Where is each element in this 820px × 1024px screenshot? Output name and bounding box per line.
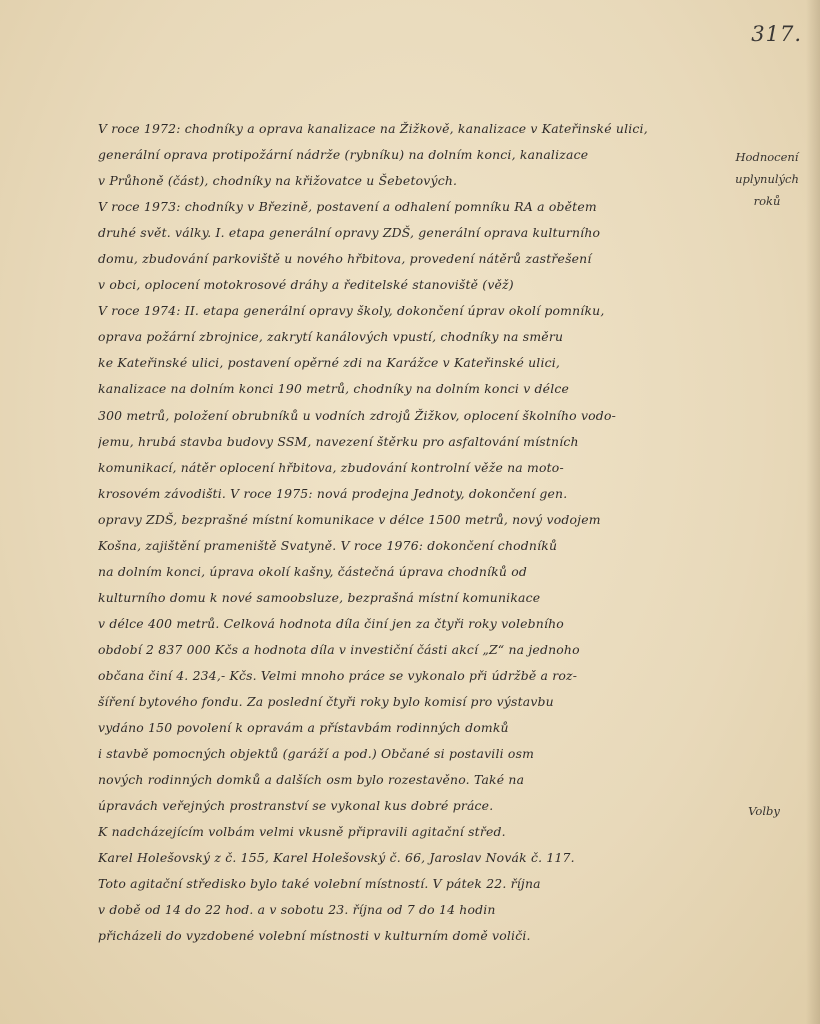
margin-note-line: roků [753,194,781,208]
text-line: druhé svět. války. I. etapa generální opravy ZDŠ, generální oprava kulturního [98,225,601,241]
text-line: generální oprava protipožární nádrže (rybníku) na dolním konci, kanalizace [98,147,589,163]
text-line: jemu, hrubá stavba budovy SSM, navezení štěrku pro asfaltování místních [98,433,579,449]
text-line: domu, zbudování parkoviště u nového hřbitova, provedení nátěrů zastřešení [98,251,592,267]
text-line: ke Kateřinské ulici, postavení opěrné zdi na Karážce v Kateřinské ulici, [98,355,561,371]
text-line: období 2 837 000 Kčs a hodnota díla v investiční části akcí „Z“ na jednoho [98,641,580,657]
text-line: opravy ZDŠ, bezprašné místní komunikace v délce 1500 metrů, nový vodojem [98,511,601,527]
text-line: nových rodinných domků a dalších osm bylo rozestavěno. Také na [98,772,525,788]
text-line: V roce 1974: II. etapa generální opravy školy, dokončení úprav okolí pomníku, [98,303,605,319]
page-number: 317. [751,22,802,46]
text-line: v obci, oplocení motokrosové dráhy a ředitelské stanoviště (věž) [98,277,514,293]
text-line: šíření bytového fondu. Za poslední čtyři roky bylo komisí pro výstavbu [98,694,554,710]
text-line: vydáno 150 povolení k opravám a přístavbám rodinných domků [98,720,509,736]
text-line: na dolním konci, úprava okolí kašny, částečná úprava chodníků od [98,563,527,579]
text-line: v době od 14 do 22 hod. a v sobotu 23. října od 7 do 14 hodin [98,902,496,918]
text-line: oprava požární zbrojnice, zakrytí kanálových vpustí, chodníky na směru [98,329,564,345]
text-line: úpravách veřejných prostranství se vykonal kus dobré práce. [98,798,494,814]
text-line: V roce 1972: chodníky a oprava kanalizace na Žižkově, kanalizace v Kateřinské ulici, [98,121,648,136]
text-line: komunikací, nátěr oplocení hřbitova, zbudování kontrolní věže na moto- [98,459,564,475]
margin-note-evaluation [722,146,812,212]
text-line: kanalizace na dolním konci 190 metrů, chodníky na dolním konci v délce [98,381,570,397]
text-line: v Průhoně (část), chodníky na křižovatce u Šebetových. [98,173,458,189]
chronicle-body-text [98,116,710,950]
text-line: krosovém závodišti. V roce 1975: nová prodejna Jednoty, dokončení gen. [98,485,568,501]
text-line: 300 metrů, položení obrubníků u vodních zdrojů Žižkov, oplocení školního vodo- [98,407,616,423]
text-line: Košna, zajištění prameniště Svatyně. V roce 1976: dokončení chodníků [98,537,558,553]
margin-note-line: uplynulých [735,172,799,186]
text-line: v délce 400 metrů. Celková hodnota díla činí jen za čtyři roky volebního [98,615,564,631]
text-line: V roce 1973: chodníky v Březině, postavení a odhalení pomníku RA a obětem [98,199,597,215]
margin-note-elections [734,800,794,822]
text-line: přicházeli do vyzdobené volební místnosti v kulturním domě voliči. [98,928,531,944]
text-line: občana činí 4. 234,- Kčs. Velmi mnoho práce se vykonalo při údržbě a roz- [98,667,578,683]
text-line: kulturního domu k nové samoobsluze, bezprašná místní komunikace [98,589,541,605]
margin-note-line: Volby [748,804,780,818]
text-line: Karel Holešovský z č. 155, Karel Holešovský č. 66, Jaroslav Novák č. 117. [98,850,575,866]
text-line: i stavbě pomocných objektů (garáží a pod.) Občané si postavili osm [98,746,535,762]
text-line: Toto agitační středisko bylo také volební místností. V pátek 22. října [98,876,541,892]
text-line: K nadcházejícím volbám velmi vkusně připravili agitační střed. [98,824,506,840]
margin-note-line: Hodnocení [735,150,799,164]
